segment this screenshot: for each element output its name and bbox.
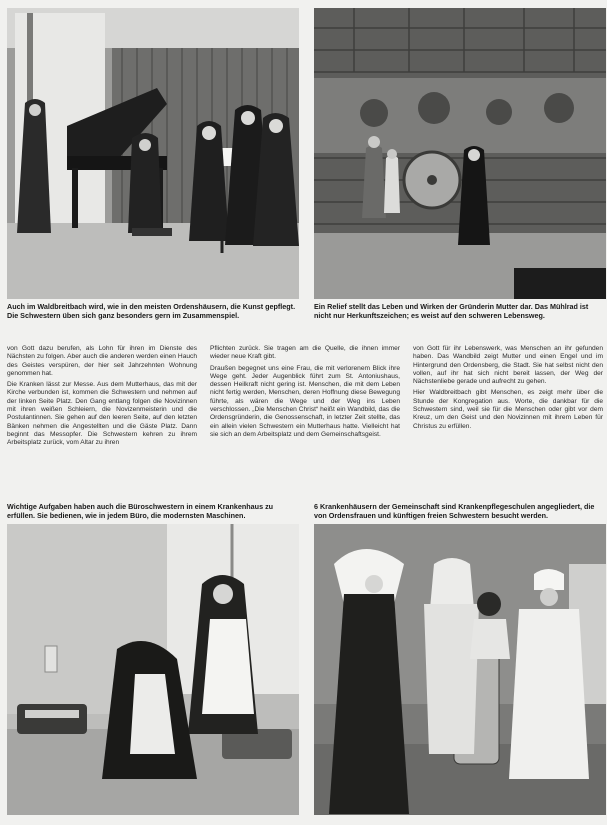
- article-column-1: [7, 345, 197, 451]
- article-column-3: [413, 345, 603, 434]
- article-paragraph: von Gott für ihr Lebenswerk, was Menschen an ihr gefunden haben. Das Wandbild zeigt Mutter und einen Engel und im Hintergrund den Ordensberg, die Stadt. Sie hat selbst nicht den vollen, auf ihr hat sich nicht bereit lassen, der Weg der Nächstenliebe gerade und aufrecht zu gehen.: [413, 345, 603, 386]
- photo-office-nuns: [7, 524, 299, 815]
- article-paragraph: Die Kranken lässt zur Messe. Aus dem Mutterhaus, das mit der Kirche verbunden ist, kommen die Schwestern und nehmen auf der linken Seite Platz. Den Gang entlang folgen die Novizinnen mit ihren weißen Schleiern, die Novizenmeisterin und die Postulantinnen. Sie gehen auf den leeren Seite, auf den letzten Bänken nehmen die Angestellten und die Gäste Platz. Dann beginnt das Messopfer. Die Schwestern kehren zu ihrem Arbeitsplatz zurück, vom Altar zu ihren: [7, 381, 197, 447]
- photo-relief-millstone: [314, 8, 606, 299]
- caption-bottom-left: Wichtige Aufgaben haben auch die Büroschwestern in einem Krankenhaus zu erfüllen. Sie bedienen, wie in jedem Büro, die modernsten Maschinen.: [7, 502, 274, 520]
- caption-top-right: Ein Relief stellt das Leben und Wirken der Gründerin Mutter dar. Das Mühlrad ist nicht nur Herkunftszeichen; es weist auf den schweren Lebensweg.: [314, 302, 589, 320]
- article-paragraph: Pflichten zurück. Sie tragen am die Quelle, die ihnen immer wieder neue Kraft gibt.: [210, 345, 400, 361]
- caption-top-left: Auch im Waldbreitbach wird, wie in den meisten Ordenshäusern, die Kunst gepflegt. Die Schwestern üben sich ganz besonders gern im Zusammenspiel.: [7, 302, 296, 320]
- caption-bottom-right: 6 Krankenhäusern der Gemeinschaft sind Krankenpflegeschulen angegliedert, die von Ordensfrauen und künftigen freien Schwestern besucht werden.: [314, 502, 595, 520]
- photo-nursing-school: [314, 524, 606, 815]
- article-paragraph: Draußen begegnet uns eine Frau, die mit verlorenem Blick ihre Wege geht. Jeder Augenblick führt zum St. Antoniushaus, dessen Heilkraft nicht gering ist. Menschen, die mit dem Leben nicht fertig werden, Menschen, deren Hoffnung diese Bewegung führte, als wären die Wege und der Weg ins Leben verschlossen. „Die Menschen Christ“ heißt ein Wandbild, das die Ordensgründerin, die Genossenschaft, in letzter Zeit stellte, das ein allein vielen Schwestern ein Mutterhaus hatte. Vielleicht hat sie sich an dem Arbeitsplatz und dem Gemeinschaftsgeist.: [210, 364, 400, 438]
- article-paragraph: von Gott dazu berufen, als Lohn für ihren im Dienste des Nächsten zu folgen. Aber auch die anderen werden einen Hauch des Geistes verspüren, der hier seit Jahrzehnten Wohnung genommen hat.: [7, 345, 197, 377]
- article-paragraph: Hier Waldbreitbach gibt Menschen, es zeigt mehr über die Stunde der Kongregation aus. Worte, die dankbar für die Schwestern sind, weil sie für die Menschen oder gibt vor dem Kreuz, um den Geist und den Novizinnen mit ihrem Leben für Christus zu erfüllen.: [413, 389, 603, 430]
- article-column-2: [210, 345, 400, 442]
- photo-nuns-music: [7, 8, 299, 299]
